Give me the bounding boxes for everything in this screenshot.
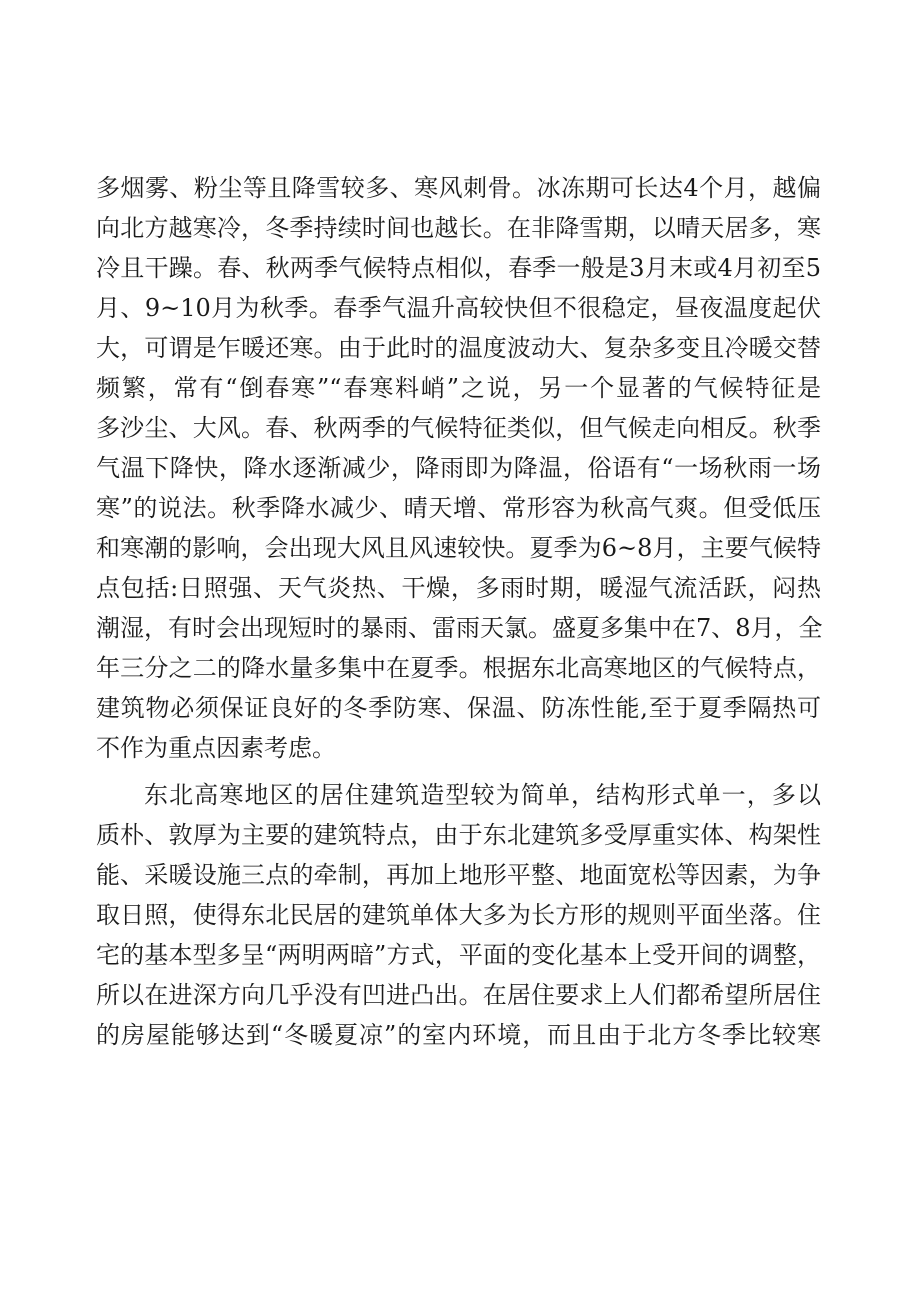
text-line: 东北高寒地区的居住建筑造型较为简单，结构形式单一，多以 [144, 781, 821, 809]
text-line: 多烟雾、粉尘等且降雪较多、寒风刺骨。冰冻期可长达4个月，越偏 [96, 174, 821, 202]
text-line: 大，可谓是乍暖还寒。由于此时的温度波动大、复杂多变且冷暖交替 [96, 334, 821, 362]
text-line: 年三分之二的降水量多集中在夏季。根据东北高寒地区的气候特点， [96, 654, 821, 682]
text-line: 冷且干躁。春、秋两季气候特点相似，春季一般是3月末或4月初至5 [96, 254, 821, 282]
text-line: 建筑物必须保证良好的冬季防寒、保温、防冻性能,至于夏季隔热可 [96, 694, 821, 722]
text-line: 的房屋能够达到“冬暖夏凉”的室内环境，而且由于北方冬季比较寒 [96, 1021, 821, 1049]
text-line: 月、9~10月为秋季。春季气温升高较快但不很稳定，昼夜温度起伏 [96, 294, 821, 322]
text-line: 所以在进深方向几乎没有凹进凸出。在居住要求上人们都希望所居住 [96, 981, 821, 1009]
text-line: 潮湿，有时会出现短时的暴雨、雷雨天氯。盛夏多集中在7、8月，全 [96, 614, 823, 642]
text-line: 和寒潮的影响，会出现大风且风速较快。夏季为6~8月，主要气候特 [96, 534, 821, 562]
text-line: 宅的基本型多呈“两明两暗”方式，平面的变化基本上受开间的调整， [96, 941, 821, 969]
text-line: 不作为重点因素考虑。 [96, 734, 336, 762]
text-line: 质朴、敦厚为主要的建筑特点，由于东北建筑多受厚重实体、构架性 [96, 821, 821, 849]
text-line: 气温下降快，降水逐渐减少，降雨即为降温，俗语有“一场秋雨一场 [96, 454, 821, 482]
text-line: 寒”的说法。秋季降水减少、晴天增、常形容为秋高气爽。但受低压 [96, 494, 821, 522]
text-line: 点包括:日照强、天气炎热、干燥，多雨时期，暖湿气流活跃，闷热 [96, 574, 821, 602]
text-line: 频繁，常有“倒春寒”“春寒料峭”之说，另一个显著的气候特征是 [96, 374, 821, 402]
text-line: 多沙尘、大风。春、秋两季的气候特征类似，但气候走向相反。秋季 [96, 414, 821, 442]
text-line: 取日照，使得东北民居的建筑单体大多为长方形的规则平面坐落。住 [96, 901, 821, 929]
text-line: 能、采暖设施三点的牵制，再加上地形平整、地面宽松等因素，为争 [96, 861, 821, 889]
text-line: 向北方越寒冷，冬季持续时间也越长。在非降雪期，以晴天居多，寒 [96, 214, 821, 242]
